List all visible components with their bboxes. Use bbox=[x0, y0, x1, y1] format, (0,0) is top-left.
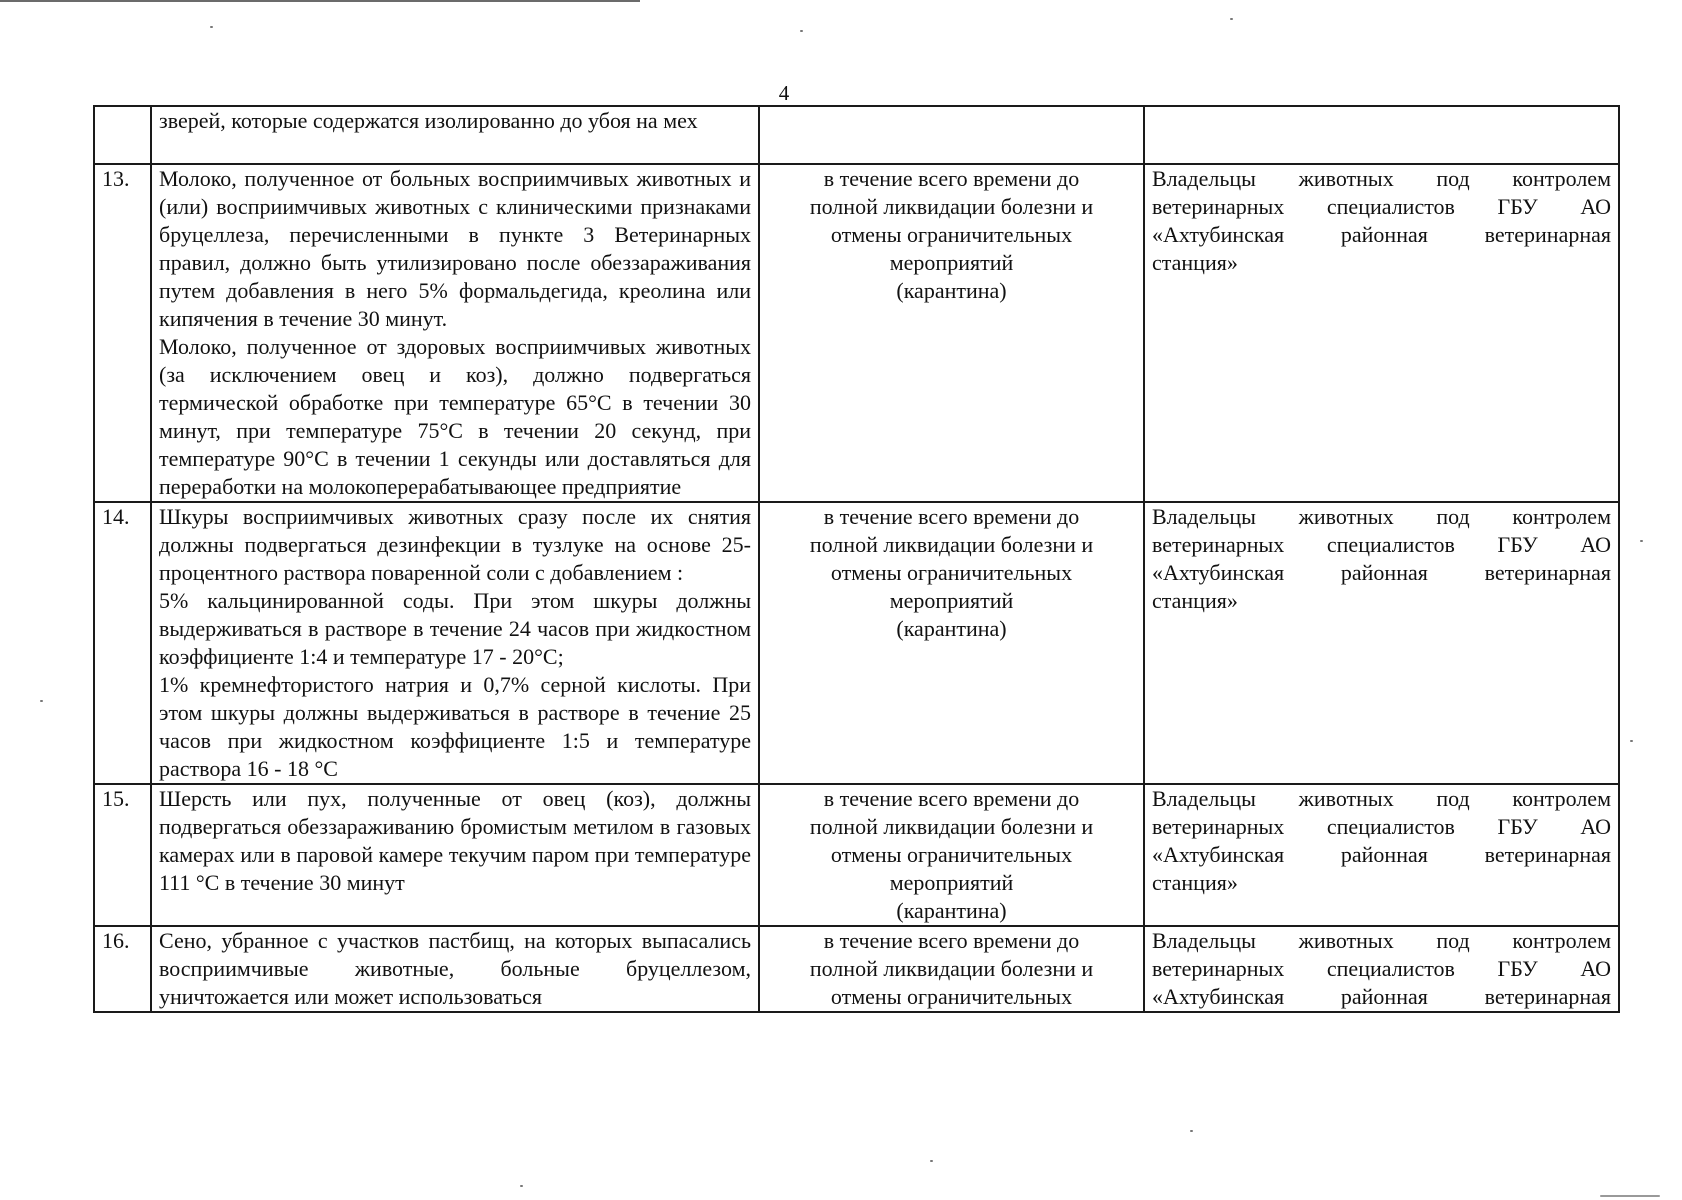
responsible-line: ветеринарных специалистов ГБУ АО bbox=[1152, 956, 1611, 981]
responsible-line: «Ахтубинская районная ветеринарная bbox=[1152, 560, 1611, 585]
page-number: 4 bbox=[778, 81, 790, 105]
row-number: 14. bbox=[94, 502, 151, 784]
row-period bbox=[759, 784, 1144, 926]
scan-speck bbox=[520, 1185, 523, 1187]
period-line: в течение всего времени до bbox=[823, 166, 1080, 191]
period-line: мероприятий bbox=[889, 870, 1014, 895]
row-responsible bbox=[1144, 106, 1619, 164]
description-paragraph: Сено, убранное с участков пастбищ, на которых выпасались восприимчивые животные, больные бруцеллезом, уничтожается или может использоваться bbox=[159, 928, 751, 1009]
description-paragraph: зверей, которые содержатся изолированно до убоя на мех bbox=[159, 108, 698, 133]
table-row bbox=[94, 106, 1619, 164]
responsible-line: «Ахтубинская районная ветеринарная bbox=[1152, 984, 1611, 1009]
period-line: мероприятий bbox=[889, 250, 1014, 275]
row-description bbox=[151, 926, 759, 1012]
row-responsible bbox=[1144, 926, 1619, 1012]
responsible-line: Владельцы животных под контролем bbox=[1152, 928, 1611, 953]
row-number bbox=[94, 106, 151, 164]
row-period bbox=[759, 926, 1144, 1012]
row-responsible bbox=[1144, 784, 1619, 926]
row-period bbox=[759, 502, 1144, 784]
period-line: отмены ограничительных bbox=[830, 222, 1073, 247]
row-period bbox=[759, 106, 1144, 164]
description-paragraph: 1% кремнефтористого натрия и 0,7% серной кислоты. При этом шкуры должны выдерживаться в растворе в течение 25 часов при жидкостном коэффициенте 1:5 и температуре раствора 16 - 18 °С bbox=[159, 672, 751, 781]
period-line: в течение всего времени до bbox=[823, 786, 1080, 811]
period-line: в течение всего времени до bbox=[823, 928, 1080, 953]
period-line: в течение всего времени до bbox=[823, 504, 1080, 529]
responsible-line: станция» bbox=[1152, 588, 1238, 613]
scan-speck bbox=[1630, 740, 1633, 742]
responsible-line: ветеринарных специалистов ГБУ АО bbox=[1152, 194, 1611, 219]
responsible-line: «Ахтубинская районная ветеринарная bbox=[1152, 222, 1611, 247]
period-line: полной ликвидации болезни и bbox=[809, 532, 1094, 557]
measures-table bbox=[93, 105, 1620, 1013]
table-row bbox=[94, 926, 1619, 1012]
description-paragraph: Молоко, полученное от больных восприимчивых животных и (или) восприимчивых животных с клиническими признаками бруцеллеза, перечисленными в пункте 3 Ветеринарных правил, должно быть утилизировано после обеззараживания путем добавления в него 5% формальдегида, креолина или кипячения в течение 30 минут. bbox=[159, 166, 751, 331]
period-line: полной ликвидации болезни и bbox=[809, 194, 1094, 219]
scan-edge-line bbox=[0, 0, 640, 2]
responsible-line: станция» bbox=[1152, 870, 1238, 895]
scan-speck bbox=[1230, 18, 1233, 20]
period-line: (карантина) bbox=[896, 898, 1007, 923]
description-paragraph: 5% кальцинированной соды. При этом шкуры должны выдерживаться в растворе в течение 24 часов при жидкостном коэффициенте 1:4 и температуре 17 - 20°С; bbox=[159, 588, 751, 669]
responsible-line: Владельцы животных под контролем bbox=[1152, 786, 1611, 811]
period-line: (карантина) bbox=[896, 278, 1007, 303]
responsible-line: «Ахтубинская районная ветеринарная bbox=[1152, 842, 1611, 867]
row-period bbox=[759, 164, 1144, 502]
row-description bbox=[151, 784, 759, 926]
row-description bbox=[151, 164, 759, 502]
row-description bbox=[151, 106, 759, 164]
row-responsible bbox=[1144, 502, 1619, 784]
row-number: 13. bbox=[94, 164, 151, 502]
period-line: мероприятий bbox=[889, 588, 1014, 613]
description-paragraph: Шерсть или пух, полученные от овец (коз), должны подвергаться обеззараживанию бромистым метилом в газовых камерах или в паровой камере текучим паром при температуре 111 °С в течение 30 минут bbox=[159, 786, 751, 895]
responsible-line: станция» bbox=[1152, 250, 1238, 275]
row-number: 16. bbox=[94, 926, 151, 1012]
row-description bbox=[151, 502, 759, 784]
scan-speck bbox=[1190, 1130, 1193, 1132]
period-line: отмены ограничительных bbox=[830, 984, 1073, 1009]
row-number: 15. bbox=[94, 784, 151, 926]
scan-speck bbox=[1640, 540, 1643, 542]
scan-speck bbox=[930, 1160, 933, 1162]
period-line: отмены ограничительных bbox=[830, 560, 1073, 585]
table-row bbox=[94, 784, 1619, 926]
responsible-line: Владельцы животных под контролем bbox=[1152, 504, 1611, 529]
table-row bbox=[94, 502, 1619, 784]
scan-edge-line bbox=[1600, 1195, 1660, 1197]
period-line: полной ликвидации болезни и bbox=[809, 814, 1094, 839]
responsible-line: ветеринарных специалистов ГБУ АО bbox=[1152, 814, 1611, 839]
scan-speck bbox=[40, 700, 43, 702]
period-line: отмены ограничительных bbox=[830, 842, 1073, 867]
scan-speck bbox=[800, 30, 803, 32]
responsible-line: ветеринарных специалистов ГБУ АО bbox=[1152, 532, 1611, 557]
responsible-line: Владельцы животных под контролем bbox=[1152, 166, 1611, 191]
period-line: полной ликвидации болезни и bbox=[809, 956, 1094, 981]
scan-speck bbox=[210, 26, 213, 28]
period-line: (карантина) bbox=[896, 616, 1007, 641]
table-row bbox=[94, 164, 1619, 502]
description-paragraph: Шкуры восприимчивых животных сразу после их снятия должны подвергаться дезинфекции в тузлуке на основе 25-процентного раствора поваренной соли с добавлением : bbox=[159, 504, 751, 585]
row-responsible bbox=[1144, 164, 1619, 502]
description-paragraph: Молоко, полученное от здоровых восприимчивых животных (за исключением овец и коз), должно подвергаться термической обработке при температуре 65°С в течении 30 минут, при температуре 75°С в течении 20 секунд, при температуре 90°С в течении 1 секунды или доставляться для переработки на молокоперерабатывающее предприятие bbox=[159, 334, 751, 499]
